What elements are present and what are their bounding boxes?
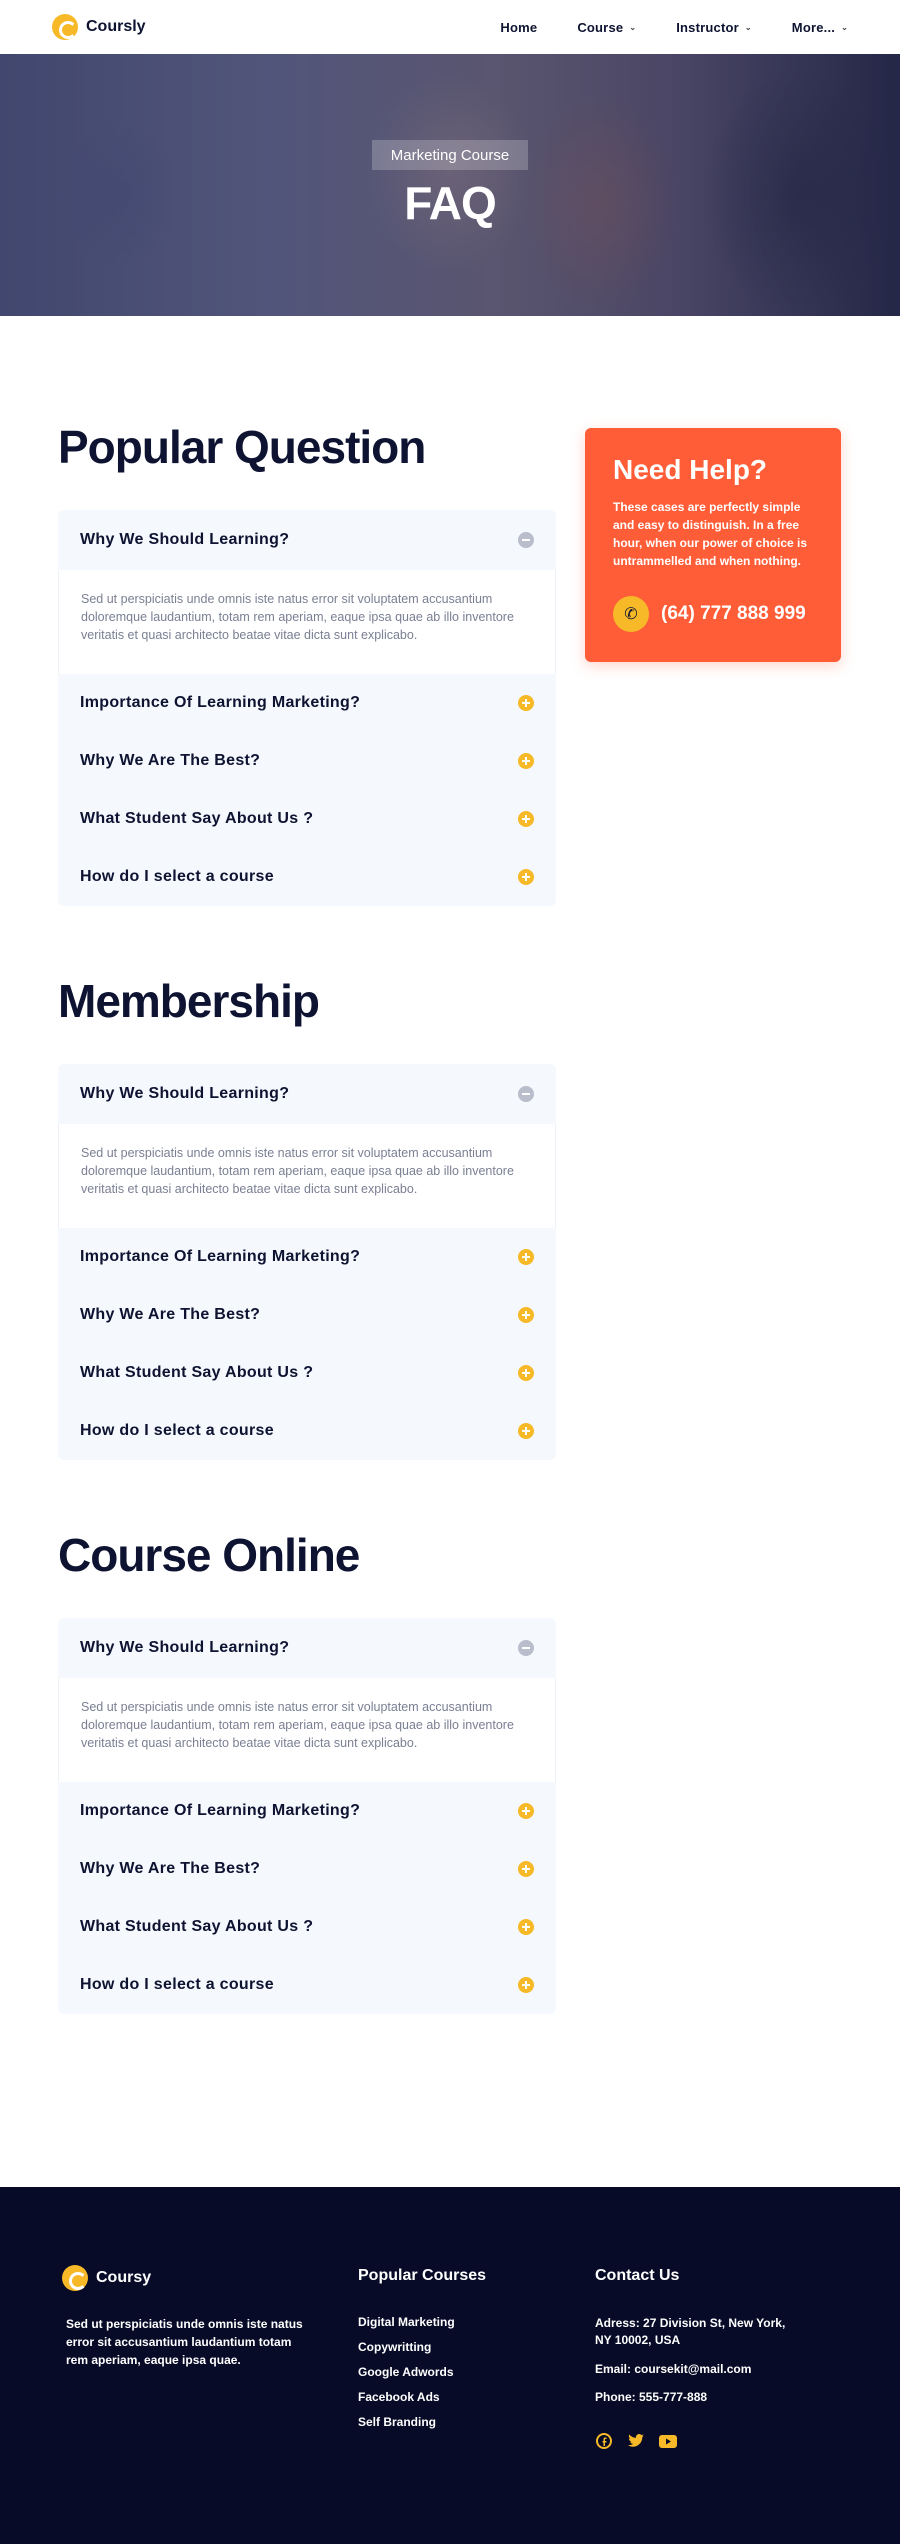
expand-icon[interactable] (518, 1919, 534, 1935)
nav-home[interactable] (500, 20, 537, 35)
nav-course[interactable] (577, 20, 636, 35)
faq-item[interactable] (58, 1402, 556, 1460)
expand-icon[interactable] (518, 1803, 534, 1819)
site-header (0, 0, 900, 54)
faq-item[interactable] (58, 1956, 556, 2014)
nav-instructor-label: Instructor (676, 19, 739, 35)
footer-popular-title: Popular Courses (358, 2267, 487, 2284)
faq-question: What Student Say About Us ? (80, 1364, 314, 1381)
footer-link[interactable]: Self Branding (358, 2415, 437, 2429)
section-title-course-online: Course Online (58, 1529, 360, 1581)
faq-question: Importance Of Learning Marketing? (80, 694, 361, 711)
nav-more[interactable] (792, 20, 848, 35)
section-title-popular: Popular Question (58, 421, 426, 473)
help-phone[interactable] (613, 596, 813, 632)
footer-link[interactable]: Copywritting (358, 2340, 432, 2354)
footer-brand-name: Coursy (96, 2269, 152, 2286)
expand-icon[interactable] (518, 753, 534, 769)
faq-item[interactable] (58, 1286, 556, 1344)
expand-icon[interactable] (518, 1249, 534, 1265)
faq-item[interactable] (58, 1344, 556, 1402)
facebook-icon[interactable] (595, 2432, 613, 2450)
faq-question: Why We Should Learning? (80, 1639, 290, 1656)
faq-question: How do I select a course (80, 1976, 274, 1993)
expand-icon[interactable] (518, 1365, 534, 1381)
faq-item-open[interactable] (58, 1064, 556, 1124)
faq-item[interactable] (58, 1228, 556, 1286)
chevron-down-icon: ⌄ (744, 22, 752, 32)
nav-course-label: Course (577, 19, 624, 35)
faq-answer: Sed ut perspiciatis unde omnis iste natus error sit voluptatem accusantium doloremque laudantium, totam rem aperiam, eaque ipsa quae ab illo inventore veritatis et quasi architecto beatae vitae dicta sunt explicabo. (58, 1124, 556, 1228)
phone-icon: ✆ (613, 596, 649, 632)
faq-question: How do I select a course (80, 1422, 274, 1439)
faq-question: Importance Of Learning Marketing? (80, 1802, 361, 1819)
expand-icon[interactable] (518, 1423, 534, 1439)
nav-home-label: Home (500, 19, 538, 35)
faq-question: Why We Should Learning? (80, 531, 290, 548)
collapse-icon[interactable] (518, 532, 534, 548)
faq-question: What Student Say About Us ? (80, 1918, 314, 1935)
footer-phone[interactable]: Phone: 555-777-888 (595, 2390, 708, 2404)
expand-icon[interactable] (518, 695, 534, 711)
faq-question: How do I select a course (80, 868, 274, 885)
footer-brand[interactable] (62, 2265, 151, 2291)
faq-question: Importance Of Learning Marketing? (80, 1248, 361, 1265)
faq-item[interactable] (58, 1840, 556, 1898)
section-title-membership: Membership (58, 975, 319, 1027)
help-text: These cases are perfectly simple and easy to distinguish. In a free hour, when our power of choice is untrammelled and when nothing. (613, 500, 808, 568)
page-title: FAQ (404, 177, 496, 229)
expand-icon[interactable] (518, 869, 534, 885)
footer-address: Adress: 27 Division St, New York, NY 10002, USA (595, 2316, 786, 2347)
faq-item[interactable] (58, 848, 556, 906)
collapse-icon[interactable] (518, 1640, 534, 1656)
expand-icon[interactable] (518, 1977, 534, 1993)
footer-email[interactable]: Email: coursekit@mail.com (595, 2362, 752, 2376)
footer-popular-links (358, 2315, 455, 2440)
brand-logo-icon (52, 14, 78, 40)
phone-number[interactable]: (64) 777 888 999 (661, 603, 806, 624)
footer-link[interactable]: Google Adwords (358, 2365, 454, 2379)
faq-item[interactable] (58, 1898, 556, 1956)
hero-banner (0, 54, 900, 316)
faq-item-open[interactable] (58, 510, 556, 570)
faq-accordion-course-online (58, 1618, 556, 2014)
expand-icon[interactable] (518, 811, 534, 827)
faq-question: Why We Are The Best? (80, 1306, 261, 1323)
faq-item[interactable] (58, 1782, 556, 1840)
hero-badge: Marketing Course (372, 140, 528, 170)
chevron-down-icon: ⌄ (629, 22, 637, 32)
faq-question: Why We Are The Best? (80, 752, 261, 769)
faq-accordion-popular (58, 510, 556, 906)
footer-contact-title: Contact Us (595, 2267, 680, 2284)
faq-question: Why We Should Learning? (80, 1085, 290, 1102)
brand-name: Coursly (86, 18, 146, 35)
faq-item[interactable] (58, 674, 556, 732)
faq-item[interactable] (58, 732, 556, 790)
footer-about: Sed ut perspiciatis unde omnis iste natus error sit accusantium laudantium totam rem aperiam, eaque ipsa quae. (66, 2317, 303, 2367)
expand-icon[interactable] (518, 1307, 534, 1323)
collapse-icon[interactable] (518, 1086, 534, 1102)
nav-more-label: More... (791, 19, 836, 35)
faq-answer: Sed ut perspiciatis unde omnis iste natus error sit voluptatem accusantium doloremque laudantium, totam rem aperiam, eaque ipsa quae ab illo inventore veritatis et quasi architecto beatae vitae dicta sunt explicabo. (58, 570, 556, 674)
twitter-icon[interactable] (627, 2432, 645, 2450)
expand-icon[interactable] (518, 1861, 534, 1877)
chevron-down-icon: ⌄ (841, 22, 848, 32)
brand[interactable] (52, 14, 146, 40)
footer-social (595, 2432, 677, 2450)
nav-instructor[interactable] (676, 20, 752, 35)
site-footer (0, 2187, 900, 2544)
faq-item[interactable] (58, 790, 556, 848)
youtube-icon[interactable] (659, 2432, 677, 2450)
faq-answer: Sed ut perspiciatis unde omnis iste natus error sit voluptatem accusantium doloremque laudantium, totam rem aperiam, eaque ipsa quae ab illo inventore veritatis et quasi architecto beatae vitae dicta sunt explicabo. (58, 1678, 556, 1782)
faq-question: What Student Say About Us ? (80, 810, 314, 827)
faq-item-open[interactable] (58, 1618, 556, 1678)
help-title: Need Help? (613, 454, 768, 485)
footer-link[interactable]: Digital Marketing (358, 2315, 455, 2329)
faq-question: Why We Are The Best? (80, 1860, 261, 1877)
need-help-card (585, 428, 841, 662)
footer-link[interactable]: Facebook Ads (358, 2390, 440, 2404)
main-nav (500, 20, 848, 35)
faq-accordion-membership (58, 1064, 556, 1460)
brand-logo-icon (62, 2265, 88, 2291)
